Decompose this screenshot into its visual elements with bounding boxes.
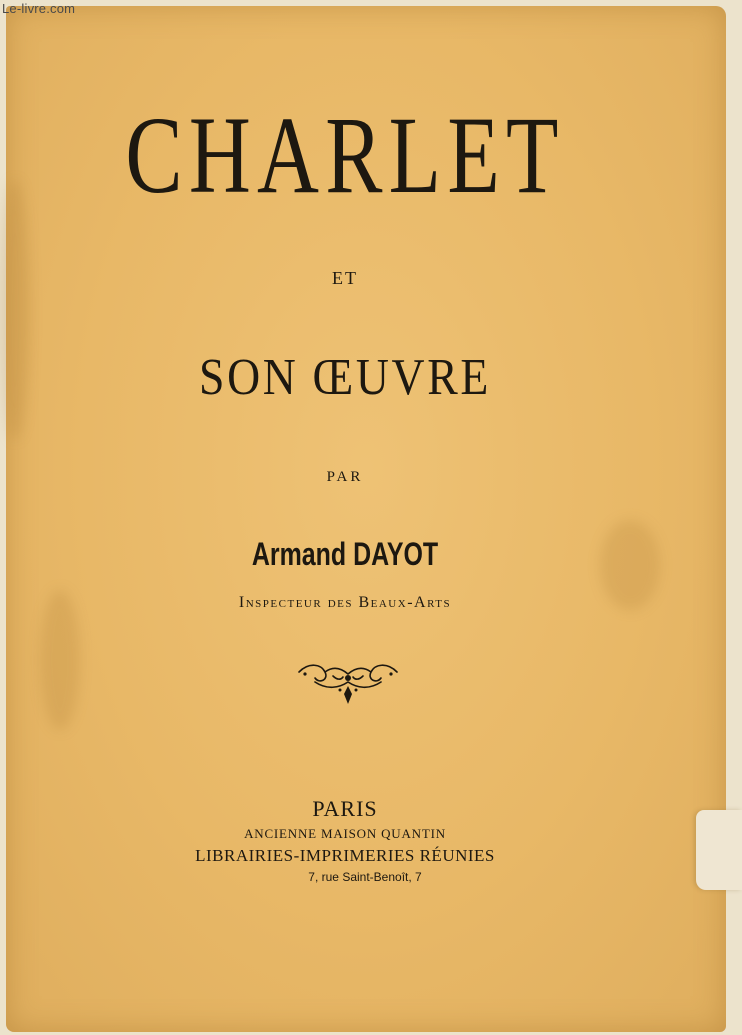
imprint-publisher-line-2: LIBRAIRIES-IMPRIMERIES RÉUNIES	[195, 846, 495, 865]
book-subtitle: SON ŒUVRE	[198, 349, 491, 406]
fleuron-ornament-icon	[295, 660, 401, 708]
author-name: Armand DAYOT	[251, 536, 439, 572]
imprint-city: PARIS	[312, 796, 378, 821]
paper-stain	[0, 180, 30, 440]
book-title: CHARLET	[125, 94, 565, 216]
watermark: Le-livre.com	[2, 1, 76, 16]
imprint-publisher-line-1: ANCIENNE MAISON QUANTIN	[244, 826, 446, 841]
by-label: PAR	[326, 469, 364, 485]
title-conjunction: ET	[332, 268, 358, 288]
author-title: Inspecteur des Beaux-Arts	[238, 594, 452, 611]
imprint-address: 7, rue Saint-Benoît, 7	[308, 870, 422, 884]
